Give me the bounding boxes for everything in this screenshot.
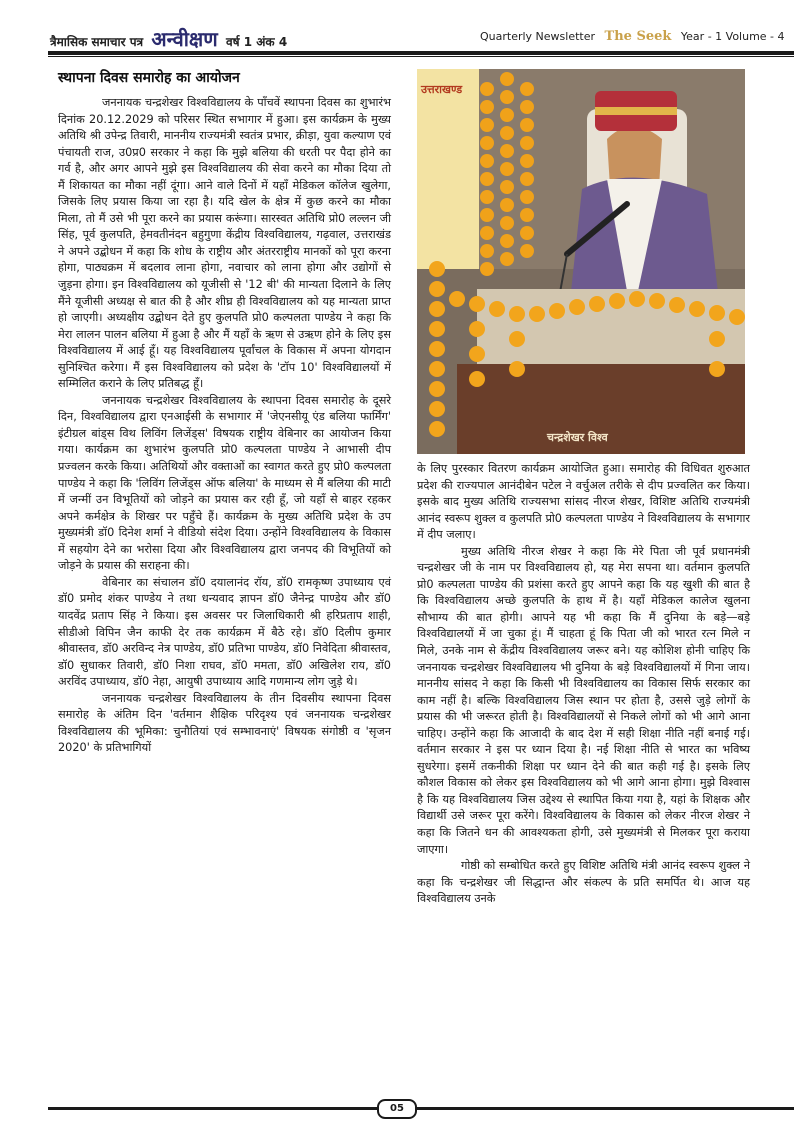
article-paragraph: जननायक चन्द्रशेखर विश्वविद्यालय के स्थापना दिवस समारोह के दूसरे दिन, विश्वविद्यालय द्वारा एनआईसी के सभागार में 'जेएनसीयू एंड बलिया फार्मिंग' इंटीग्रल बांड्स विथ लिविंग लिजेंड्स' विषयक राष्ट्रीय वेबिनार का आयोजन किया गया। कार्यक्रम का शुभारंभ कुलपति प्रो0 कल्पलता पाण्डेय ने आभासी दीप प्रज्वलन करके किया। अतिथियों और वक्ताओं का स्वागत करते हुए प्रो0 कल्पलता पाण्डेय ने कहा कि 'लिविंग लिजेंड्स ऑफ बलिया' के माध्यम से मैं बलिया की माटी में जन्मीं उन विभूतियों को जोड़ने का प्रयास कर रही हूँ, जो यहाँ से बाहर रहकर अपने कर्मक्षेत्र के शिखर पर पहुँचे हैं। कार्यक्रम के मुख्य अतिथि प्रदेश के उप मुख्यमंत्री डॉ0 दिनेश शर्मा ने वीडियो संदेश दिया। उन्होंने विश्वविद्यालय के विकास में सहयोग देने का भरोसा दिया और विश्वविद्यालय द्वारा जनपद की विभूतियों को जोड़ने के प्रयास की सराहना की। bbox=[58, 393, 391, 573]
header-left-label: त्रैमासिक समाचार पत्र bbox=[50, 35, 144, 49]
header-brand-english: The Seek bbox=[604, 29, 672, 44]
page-number: 05 bbox=[377, 1099, 417, 1119]
article-paragraph: जननायक चन्द्रशेखर विश्वविद्यालय के पाँचवें स्थापना दिवस का शुभारंभ दिनांक 20.12.2029 को परिसर स्थित सभागार में हुआ। इस कार्यक्रम के मुख्य अतिथि श्री उपेन्द्र तिवारी, माननीय राज्यमंत्री स्वतंत्र प्रभार, क्रीड़ा, युवा कल्याण एवं पंचायती राज, उ0प्र0 सरकार ने कहा कि मुझे बलिया की धरती पर पैदा होने का गर्व है, और अगर आपने मुझे इस विश्वविद्यालय की सेवा करने का मौका दिया तो मैं शिकायत का मौका नहीं दूंगा। आने वाले दिनों में यहाँ मेडिकल कॉलेज खुलेगा, जिसके लिए प्रयास किया जा रहा है। यदि खेल के क्षेत्र में कुछ करने का मौका मिला, तो मैं उसे भी पूरा करने का प्रयास करूंगा। सारस्वत अतिथि प्रो0 लल्लन जी सिंह, पूर्व कुलपति, हेमवतीनंदन बहुगुणा केंद्रीय विश्वविद्यालय, गढ़वाल, उत्तराखंड ने अपने उद्बोधन में कहा कि शोध के राष्ट्रीय और अंतरराष्ट्रीय मानकों को पूरा करना होगा, पाठ्यक्रम में बदलाव लाना होगा, नवाचार को लाना होगा और उद्योगों से जुड़ना होगा। इन विश्वविद्यालय को यूजीसी से '12 बी' की मान्यता दिलाने के लिए मैंने यूजीसी अध्यक्ष से बात की है और शीघ्र ही विश्वविद्यालय को यह मान्यता प्राप्त हो जाएगी। अध्यक्षीय उद्बोधन देते हुए कुलपति प्रो0 कल्पलता पाण्डेय ने कहा कि मेरा लालन पालन बलिया में हुआ है और मैं यहाँ के ऋण से उऋण होने के लिए इस विश्वविद्यालय में आई हूँ। यह विश्वविद्यालय पूर्वांचल के विकास में अपना योगदान सुनिश्चित करेगा। मैं इस विश्वविद्यालय को प्रदेश के 'टॉप 10' विश्वविद्यालयों में सम्मिलित कराने के लिए प्रतिबद्ध हूँ। bbox=[58, 96, 391, 391]
page-header bbox=[0, 0, 794, 50]
article-left-column bbox=[58, 95, 391, 757]
article-paragraph: के लिए पुरस्कार वितरण कार्यक्रम आयोजित हुआ। समारोह की विधिवत शुरुआत प्रदेश की राज्यपाल आनंदीबेन पटेल ने वर्चुअल तरीके से दीप प्रज्वलित कर किया। इसके बाद मुख्य अतिथि राज्यसभा सांसद नीरज शेखर, विशिष्ट अतिथि राज्यमंत्री आनंद स्वरूप शुक्ल व कुलपति प्रो0 कल्पलता पाण्डेय ने विश्वविद्यालय के सभागार में दीप जलाए। bbox=[417, 462, 750, 542]
header-brand-hindi: अन्वीक्षण bbox=[151, 27, 218, 51]
article-paragraph: गोष्ठी को सम्बोधित करते हुए विशिष्ट अतिथि मंत्री आनंद स्वरूप शुक्ल ने कहा कि चन्द्रशेखर जी सिद्धान्त और संकल्प के प्रति समर्पित थे। आज यह विश्वविद्यालय उनके bbox=[417, 859, 750, 906]
speaker-photo bbox=[417, 69, 745, 454]
header-issue-english: Year - 1 Volume - 4 bbox=[680, 30, 785, 43]
article-paragraph: जननायक चन्द्रशेखर विश्वविद्यालय के तीन दिवसीय स्थापना दिवस समारोह के अंतिम दिन 'वर्तमान शैक्षिक परिदृश्य एवं जननायक चन्द्रशेखर विश्वविद्यालय की भूमिका: चुनौतियां एवं सम्भावनाएं' विषयक संगोष्ठी व 'सृजन 2020' के प्रतिभागियों bbox=[58, 691, 391, 755]
banner-text: उत्तराखण्ड bbox=[421, 83, 463, 96]
header-issue-hindi: वर्ष 1 अंक 4 bbox=[225, 35, 288, 49]
article-right-column bbox=[417, 461, 750, 908]
podium-text: चन्द्रशेखर विश्व bbox=[547, 431, 608, 444]
header-right-label: Quarterly Newsletter bbox=[480, 30, 596, 43]
article-title: स्थापना दिवस समारोह का आयोजन bbox=[58, 70, 240, 86]
header-left bbox=[50, 25, 287, 52]
header-rule bbox=[48, 51, 794, 55]
article-paragraph: मुख्य अतिथि नीरज शेखर ने कहा कि मेरे पिता जी पूर्व प्रधानमंत्री चन्द्रशेखर जी के नाम पर विश्वविद्यालय हो, यह मेरा सपना था। वर्तमान कुलपति प्रो0 कल्पलता पाण्डेय की प्रशंसा करते हुए आपने कहा कि यह खुशी की बात है कि विश्वविद्यालय अच्छे कुलपति के हाथ में है। यहाँ मेडिकल कालेज खुलना सौभाग्य की बात होगी। आपने यह भी कहा कि मैं दुनिया के बड़े—बड़े विश्वविद्यालयों में जा चुका हूं। मैं चाहता हूं कि पिता जी को भारत रत्न मिले न मिले, उनके नाम से केंद्रीय विश्वविद्यालय जरूर बने। यह कोशिश होनी चाहिए कि जननायक चन्द्रशेखर विश्वविद्यालय भी दुनिया के बड़े विश्वविद्यालयों में गिना जाय। माननीय सांसद ने कहा कि किसी भी विश्वविद्यालय का विकास सिर्फ सरकार का काम नहीं है। बल्कि विश्वविद्यालय जिस स्थान पर होता है, उससे जुड़े लोगों के प्रयास की भी जरूरत होती है। विश्वविद्यालयों से निकले लोगों को भी आगे आना चाहिए। उन्होंने कहा कि आजादी के बाद देश में सही शिक्षा नीति नहीं बनाई गई। वर्तमान सरकार ने इस पर ध्यान दिया है। नई शिक्षा नीति से भारत का भविष्य सुधरेगा। इसमें तकनीकी शिक्षा पर ध्यान देने की बात कही गई है। इसके लिए कौशल विकास को लेकर इस विश्वविद्यालय को भी आगे आना होगा। मुझे विश्वास है कि यह विश्वविद्यालय जिस उद्देश्य से स्थापित किया गया है, यहां के शिक्षक और विद्यार्थी उसे जरूर पूरा करेंगे। विश्वविद्यालय के विकास को लेकर नीरज शेखर ने कहा कि जितने धन की आवश्यकता होगी, उसे मुख्यमंत्री से मिलकर पूरा कराया जाएगा। bbox=[417, 544, 750, 856]
article-paragraph: वेबिनार का संचालन डॉ0 दयालानंद रॉय, डॉ0 रामकृष्ण उपाध्याय एवं डॉ0 प्रमोद शंकर पाण्डेय ने तथा धन्यवाद ज्ञापन डॉ0 जैनेन्द्र पाण्डेय और डॉ0 यादवेंद्र प्रताप सिंह ने किया। इस अवसर पर जिलाधिकारी श्री हरिप्रताप शाही, सीडीओ विपिन जैन काफी देर तक कार्यक्रम में बैठे रहे। डॉ0 दिलीप कुमार श्रीवास्तव, डॉ0 अरविन्द नेत्र पाण्डेय, डॉ0 प्रतिभा पाण्डेय, डॉ0 निवेदिता श्रीवास्तव, डॉ0 सुधाकर तिवारी, डॉ0 निशा राघव, डॉ0 ममता, डॉ0 अखिलेश राय, डॉ0 अरविंद उपाध्याय, डॉ0 नेहा, आयुषी उपाध्याय आदि गणमान्य लोग जुड़े थे। bbox=[58, 575, 391, 689]
footer-rule bbox=[48, 1107, 794, 1110]
header-right bbox=[480, 29, 785, 44]
header-rule-thin bbox=[48, 56, 794, 57]
